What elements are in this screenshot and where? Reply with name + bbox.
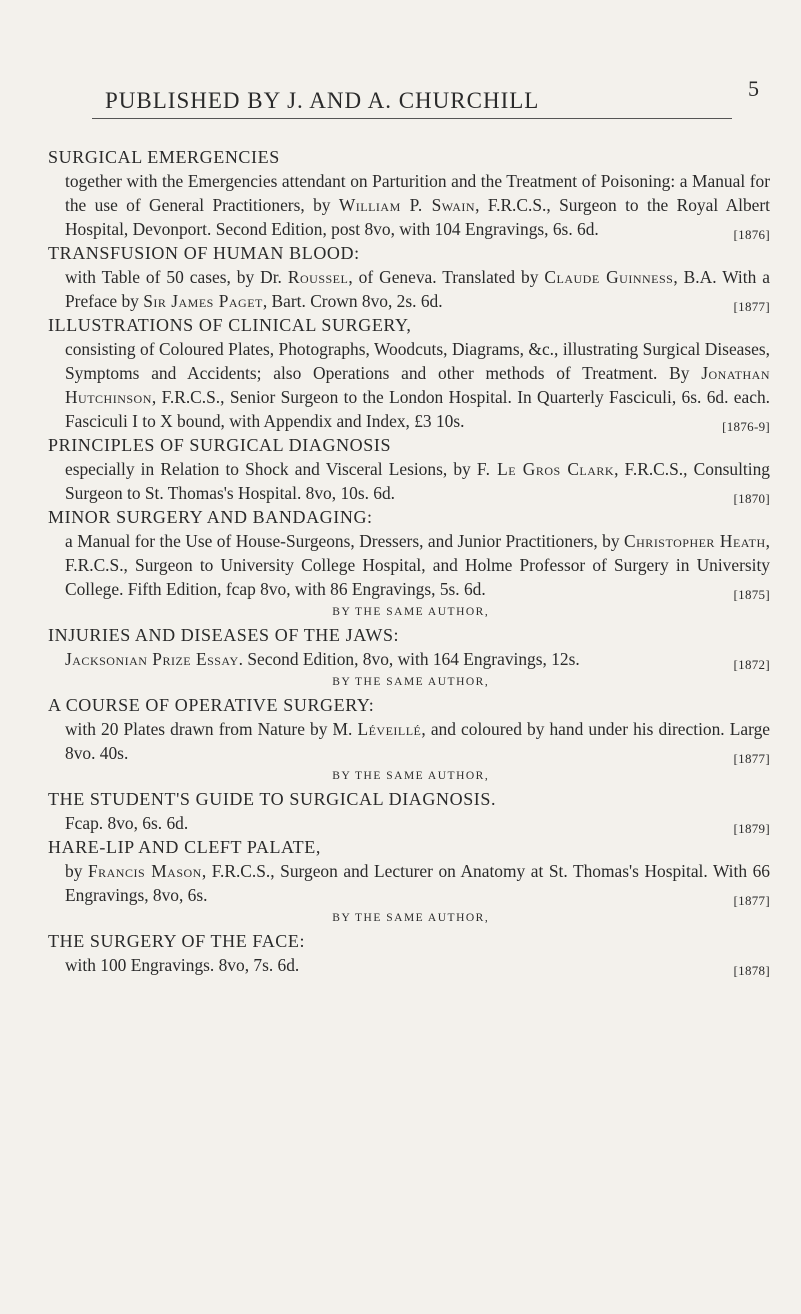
same-author-note: BY THE SAME AUTHOR, [332,912,490,924]
entry-description [48,953,770,977]
catalogue-entry [48,787,770,835]
illustrator-name: Léveillé [357,719,422,739]
entry-title: TRANSFUSION OF HUMAN BLOOD: [48,243,360,263]
catalogue-entry [48,835,770,907]
catalogue-entry [48,433,770,505]
entry-title: PRINCIPLES OF SURGICAL DIAGNOSIS [48,435,392,455]
publication-year: [1876-9] [722,419,770,434]
publication-year: [1877] [733,299,770,314]
entry-title: HARE-LIP AND CLEFT PALATE, [48,837,321,857]
entry-text: with Table of 50 cases, by Dr. [65,267,288,287]
entry-title: THE SURGERY OF THE FACE: [48,931,306,951]
entry-description [48,169,770,241]
entry-text: especially in Relation to Shock and Visceral Lesions, by [65,459,477,479]
author-name: Jonathan Hutchinson [65,363,770,407]
publication-year: [1877] [733,893,770,908]
entry-description [48,647,770,671]
running-head: PUBLISHED BY J. AND A. CHURCHILL [105,88,540,113]
publication-year: [1878] [733,963,770,978]
preface-author-name: Sir James Paget [143,291,263,311]
entry-text: , F.R.C.S., Surgeon to University College Hospital, and Holme Professor of Surgery in University College. Fifth Edition, fcap 8vo, with 86 Engravings, 5s. 6d. [65,531,770,599]
author-name: Francis Mason [87,861,202,881]
prize-name: Jacksonian Prize Essay [65,649,239,669]
author-name: William P. Swain [338,195,476,215]
entry-text: with 20 Plates drawn from Nature by M. [65,719,358,739]
entry-text: , F.R.C.S., Consulting Surgeon to St. Thomas's Hospital. 8vo, 10s. 6d. [65,459,770,503]
entry-text: , F.R.C.S., Senior Surgeon to the London Hospital. In Quarterly Fasciculi, 6s. 6d. each. Fasciculi I to X bound, with Appendix and Index, £3 10s. [65,387,770,431]
entry-text: , F.R.C.S., Surgeon and Lecturer on Anatomy at St. Thomas's Hospital. With 66 Engravings, 8vo, 6s. [65,861,770,905]
entry-text: by [65,861,88,881]
same-author-note: BY THE SAME AUTHOR, [332,606,490,618]
publication-year: [1877] [733,751,770,766]
entry-text: Fcap. 8vo, 6s. 6d. [65,813,189,833]
entry-text: a Manual for the Use of House-Surgeons, Dressers, and Junior Practitioners, by [65,531,625,551]
entry-title: MINOR SURGERY AND BANDAGING: [48,507,373,527]
entry-text: . Second Edition, 8vo, with 164 Engravings, 12s. [238,649,580,669]
entry-description [48,859,770,907]
publication-year: [1870] [733,491,770,506]
author-name: Christopher Heath [624,531,766,551]
catalogue-list [48,145,770,983]
catalogue-entry [48,623,770,671]
entry-title: A COURSE OF OPERATIVE SURGERY: [48,695,375,715]
translator-name: Claude Guinness [544,267,674,287]
author-name: F. Le Gros Clark [476,459,615,479]
catalogue-entry [48,693,770,765]
catalogue-entry [48,313,770,433]
publication-year: [1876] [733,227,770,242]
publication-year: [1872] [733,657,770,672]
catalogue-entry [48,929,770,977]
entry-description [48,529,770,601]
entry-text: , F.R.C.S., Surgeon to the Royal Albert Hospital, Devonport. Second Edition, post 8vo, with 104 Engravings, 6s. 6d. [65,195,771,239]
entry-description [48,457,770,505]
entry-description [48,337,770,433]
catalogue-entry [48,145,770,241]
entry-text: , Bart. Crown 8vo, 2s. 6d. [262,291,443,311]
catalogue-entry [48,241,770,313]
header-rule [92,118,732,119]
author-name: Roussel [287,267,349,287]
entry-text: , and coloured by hand under his direction. Large 8vo. 40s. [65,719,770,763]
page-number: 5 [748,76,759,101]
entry-description [48,717,770,765]
same-author-note: BY THE SAME AUTHOR, [332,770,490,782]
publication-year: [1875] [733,587,770,602]
same-author-note: BY THE SAME AUTHOR, [332,676,490,688]
entry-description [48,265,770,313]
entry-title: INJURIES AND DISEASES OF THE JAWS: [48,625,400,645]
entry-text: , B.A. With a Preface by [65,267,770,311]
catalogue-entry [48,505,770,601]
entry-text: consisting of Coloured Plates, Photographs, Woodcuts, Diagrams, &c., illustrating Surgical Diseases, Symptoms and Accidents; also Operations and other methods of Treatment. By [65,339,770,383]
entry-text: together with the Emergencies attendant on Parturition and the Treatment of Poisoning: a Manual for the use of General Practitioners, by [65,171,770,215]
entry-description [48,811,770,835]
entry-title: THE STUDENT'S GUIDE TO SURGICAL DIAGNOSIS. [48,789,497,809]
entry-title: SURGICAL EMERGENCIES [48,147,280,167]
entry-text: with 100 Engravings. 8vo, 7s. 6d. [65,955,300,975]
entry-text: , of Geneva. Translated by [348,267,545,287]
publication-year: [1879] [733,821,770,836]
entry-title: ILLUSTRATIONS OF CLINICAL SURGERY, [48,315,412,335]
